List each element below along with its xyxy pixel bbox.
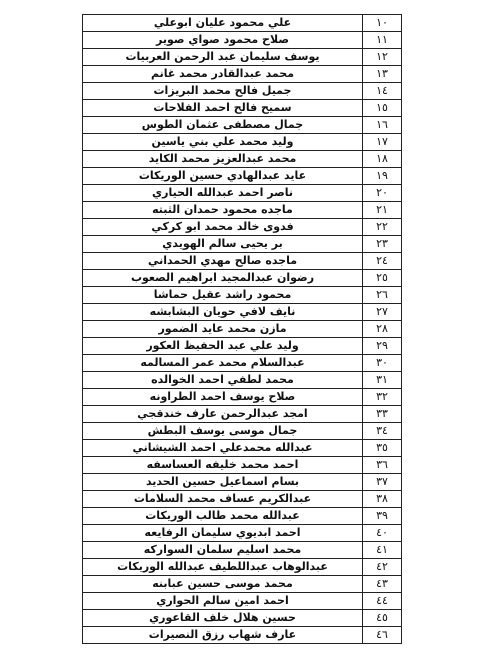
table-row [83,542,402,559]
person-name: حسين هلال خلف القاعوري [83,610,363,627]
person-name: محمود راشد عقيل حماشا [83,287,363,304]
person-name: محمد عبدالعزيز محمد الكايد [83,151,363,168]
table-row [83,406,402,423]
row-number: ١٨ [363,151,402,168]
table-row [83,559,402,576]
row-number: ٤١ [363,542,402,559]
row-number: ٣٨ [363,491,402,508]
table-row [83,457,402,474]
row-number: ٢٨ [363,321,402,338]
table-row [83,491,402,508]
row-number: ١٥ [363,100,402,117]
table-row [83,134,402,151]
person-name: احمد محمد خليفه العساسفه [83,457,363,474]
row-number: ١٩ [363,168,402,185]
table-row [83,185,402,202]
row-number: ١١ [363,32,402,49]
person-name: مازن محمد عايد الضمور [83,321,363,338]
person-name: ماجده صالح مهدي الحمداني [83,253,363,270]
person-name: احمد ابديوي سليمان الرفايعه [83,525,363,542]
names-table [82,14,402,644]
table-row [83,474,402,491]
table-row [83,321,402,338]
table-row [83,610,402,627]
table-row [83,32,402,49]
table-row [83,100,402,117]
row-number: ٤٦ [363,627,402,644]
table-row [83,49,402,66]
table-row [83,219,402,236]
row-number: ٢٠ [363,185,402,202]
row-number: ٣١ [363,372,402,389]
table-row [83,15,402,32]
person-name: امجد عبدالرحمن عارف خندقجي [83,406,363,423]
person-name: بر يحيى سالم الهويدي [83,236,363,253]
row-number: ٢٦ [363,287,402,304]
table-row [83,117,402,134]
row-number: ٣٧ [363,474,402,491]
row-number: ٢٣ [363,236,402,253]
table-row [83,525,402,542]
table-row [83,236,402,253]
table-row [83,338,402,355]
row-number: ٣٦ [363,457,402,474]
person-name: صلاح يوسف احمد الطراونه [83,389,363,406]
table-row [83,83,402,100]
person-name: صلاح محمود صواي صوير [83,32,363,49]
table-row [83,168,402,185]
table-row [83,270,402,287]
person-name: رضوان عبدالمجيد ابراهيم الصعوب [83,270,363,287]
person-name: ماجده محمود حمدان الثبته [83,202,363,219]
person-name: وليد محمد علي بني ياسين [83,134,363,151]
person-name: نايف لافي حويان البشابشه [83,304,363,321]
row-number: ٣٤ [363,423,402,440]
row-number: ٣٠ [363,355,402,372]
row-number: ٣٩ [363,508,402,525]
row-number: ١٤ [363,83,402,100]
person-name: جمال مصطفى عثمان الطوس [83,117,363,134]
row-number: ٤٤ [363,593,402,610]
table-row [83,355,402,372]
row-number: ٢٤ [363,253,402,270]
table-row [83,627,402,644]
names-table-body [83,15,402,644]
person-name: ناصر احمد عبدالله الحياري [83,185,363,202]
person-name: يوسف سليمان عبد الرحمن العربيات [83,49,363,66]
person-name: محمد عبدالقادر محمد غانم [83,66,363,83]
person-name: محمد اسليم سلمان السواركه [83,542,363,559]
table-row [83,151,402,168]
row-number: ١٣ [363,66,402,83]
table-row [83,440,402,457]
person-name: عبدالكريم عساف محمد السلامات [83,491,363,508]
table-row [83,423,402,440]
table-row [83,389,402,406]
table-row [83,508,402,525]
person-name: عبدالله محمدعلي احمد الشيشاني [83,440,363,457]
table-row [83,576,402,593]
row-number: ١٢ [363,49,402,66]
table-row [83,304,402,321]
row-number: ١٠ [363,15,402,32]
person-name: عايد عبدالهادي حسين الوريكات [83,168,363,185]
row-number: ٣٥ [363,440,402,457]
table-row [83,287,402,304]
table-row [83,66,402,83]
row-number: ٢٢ [363,219,402,236]
table-row [83,202,402,219]
row-number: ٢٩ [363,338,402,355]
person-name: فدوى خالد محمد ابو كركي [83,219,363,236]
row-number: ٢١ [363,202,402,219]
row-number: ٣٣ [363,406,402,423]
person-name: بسام اسماعيل حسين الحديد [83,474,363,491]
person-name: عبدالسلام محمد عمر المسالمه [83,355,363,372]
person-name: احمد امين سالم الحواري [83,593,363,610]
person-name: جميل فالح محمد البريزات [83,83,363,100]
row-number: ١٦ [363,117,402,134]
person-name: سميح فالح احمد الفلاحات [83,100,363,117]
row-number: ١٧ [363,134,402,151]
table-row [83,253,402,270]
person-name: جمال موسى يوسف البطش [83,423,363,440]
row-number: ٢٧ [363,304,402,321]
row-number: ٤٢ [363,559,402,576]
row-number: ٤٣ [363,576,402,593]
row-number: ٤٥ [363,610,402,627]
person-name: محمد لطفي احمد الخوالده [83,372,363,389]
table-row [83,593,402,610]
row-number: ٤٠ [363,525,402,542]
names-list-page [82,14,400,644]
person-name: عارف شهاب رزق النصيرات [83,627,363,644]
table-row [83,372,402,389]
person-name: محمد موسى حسين عبابنه [83,576,363,593]
person-name: عبدالله محمد طالب الوريكات [83,508,363,525]
person-name: علي محمود عليان ابوعلي [83,15,363,32]
row-number: ٢٥ [363,270,402,287]
person-name: وليد علي عبد الحفيظ العكور [83,338,363,355]
person-name: عبدالوهاب عبداللطيف عبدالله الوريكات [83,559,363,576]
row-number: ٣٢ [363,389,402,406]
